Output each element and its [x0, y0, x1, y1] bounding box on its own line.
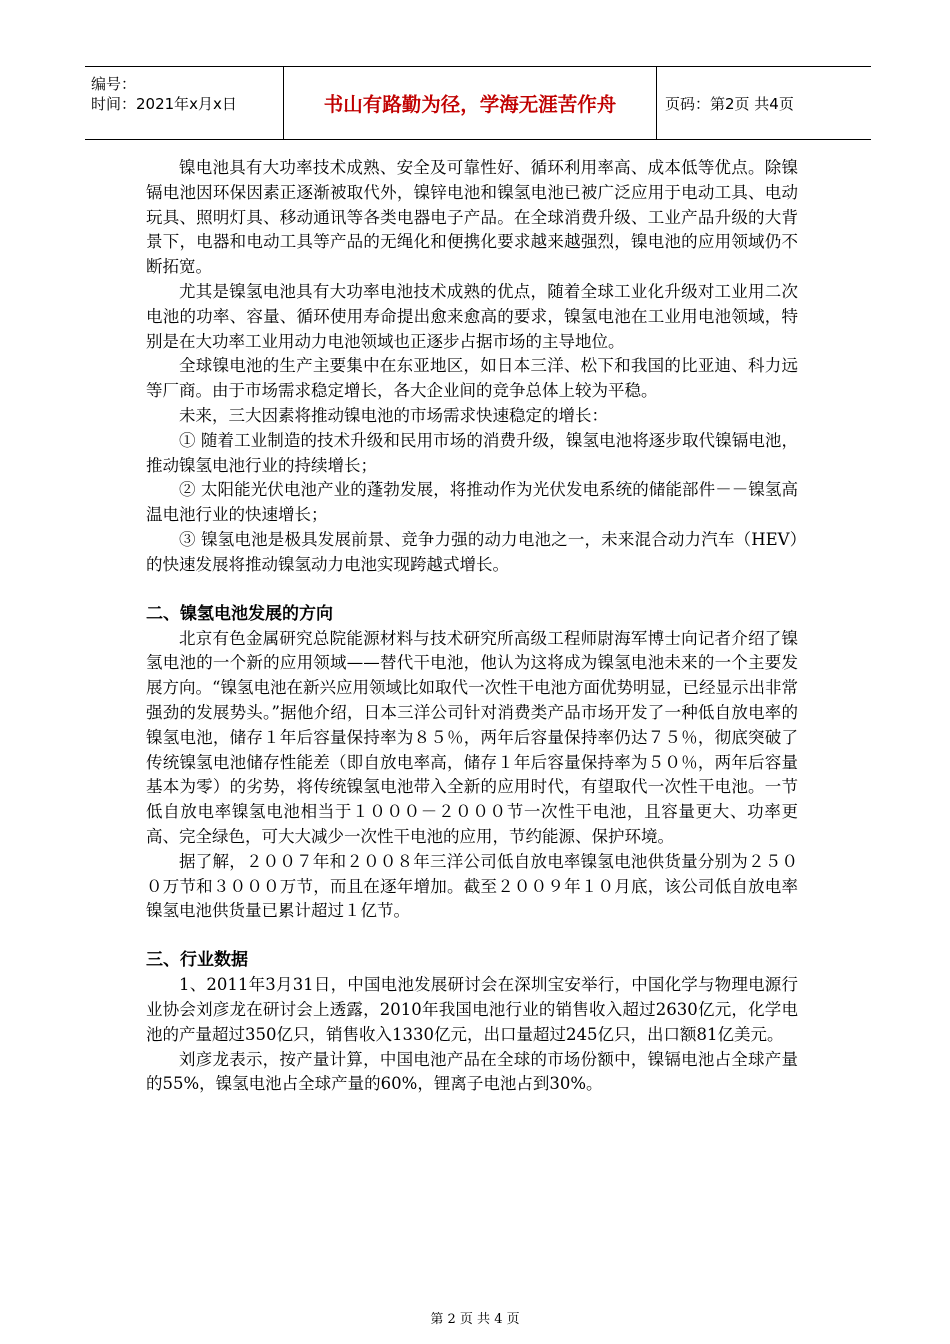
- paragraph: 1、2011年3月31日，中国电池发展研讨会在深圳宝安举行，中国化学与物理电源行业协会刘彦龙在研讨会上透露，2010年我国电池行业的销售收入超过2630亿元，化学电池的产量超过350亿只，销售收入1330亿元，出口量超过245亿只，出口额81亿美元。: [146, 975, 798, 1044]
- list-item: ② 太阳能光伏电池产业的蓬勃发展，将推动作为光伏发电系统的储能部件－－镍氢高温电池行业的快速增长；: [146, 480, 798, 525]
- paragraph: 北京有色金属研究总院能源材料与技术研究所高级工程师尉海军博士向记者介绍了镍氢电池的一个新的应用领域——替代干电池，他认为这将成为镍氢电池未来的一个主要发展方向。“镍氢电池在新兴应用领域比如取代一次性干电池方面优势明显，已经显示出非常强劲的发展势头。”据他介绍，日本三洋公司针对消费类产品市场开发了一种低自放电率的镍氢电池，储存１年后容量保持率为８５％，两年后容量保持率仍达７５％，彻底突破了传统镍氢电池储存性能差（即自放电率高，储存１年后容量保持率为５０％，两年后容量基本为零）的劣势，将传统镍氢电池带入全新的应用时代，有望取代一次性干电池。一节低自放电率镍氢电池相当于１０００－２０００节一次性干电池，且容量更大、功率更高、完全绿色，可大大减少一次性干电池的应用，节约能源、保护环境。: [146, 628, 798, 846]
- list-item: ① 随着工业制造的技术升级和民用市场的消费升级，镍氢电池将逐步取代镍镉电池，推动镍氢电池行业的持续增长；: [146, 430, 798, 475]
- paragraph: 全球镍电池的生产主要集中在东亚地区，如日本三洋、松下和我国的比亚迪、科力远等厂商。由于市场需求稳定增长，各大企业间的竞争总体上较为平稳。: [146, 356, 798, 401]
- paragraph: 据了解，２００７年和２００８年三洋公司低自放电率镍氢电池供货量分别为２５００万节和３０００万节，而且在逐年增加。截至２００９年１０月底，该公司低自放电率镍氢电池供货量已累计超过１亿节。: [146, 851, 798, 921]
- list-item: ③ 镍氢电池是极具发展前景、竞争力强的动力电池之一，未来混合动力汽车（HEV）的快速发展将推动镍氢动力电池实现跨越式增长。: [146, 529, 798, 574]
- document-date-label: 时间：2021年x月x日: [91, 95, 237, 113]
- paragraph: 刘彦龙表示，按产量计算，中国电池产品在全球的市场份额中，镍镉电池占全球产量的55%，镍氢电池占全球产量的60%，锂离子电池占到30%。: [146, 1049, 798, 1094]
- header-meta-cell: [85, 67, 284, 139]
- spacer: [146, 924, 798, 948]
- header-motto: 书山有路勤为径，学海无涯苦作舟: [323, 93, 617, 116]
- page-footer: 第 2 页 共 4 页: [430, 1312, 520, 1327]
- header-page-cell: [657, 67, 879, 139]
- paragraph: 镍电池具有大功率技术成熟、安全及可靠性好、循环利用率高、成本低等优点。除镍镉电池因环保因素正逐渐被取代外，镍锌电池和镍氢电池已被广泛应用于电动工具、电动玩具、照明灯具、移动通讯等各类电器电子产品。在全球消费升级、工业产品升级的大背景下，电器和电动工具等产品的无绳化和便携化要求越来越强烈，镍电池的应用领域仍不断拓宽。: [146, 158, 798, 277]
- section-heading: 三、行业数据: [146, 950, 248, 971]
- header-motto-cell: [284, 67, 657, 139]
- paragraph: 未来，三大因素将推动镍电池的市场需求快速稳定的增长：: [179, 405, 608, 425]
- spacer: [146, 578, 798, 602]
- document-body: [146, 156, 798, 1097]
- page-header: [85, 66, 871, 140]
- document-number-label: 编号：: [91, 75, 137, 93]
- paragraph: 尤其是镍氢电池具有大功率电池技术成熟的优点，随着全球工业化升级对工业用二次电池的功率、容量、循环使用寿命提出愈来愈高的要求，镍氢电池在工业用电池领域，特别是在大功率工业用动力电池领域也正逐步占据市场的主导地位。: [146, 281, 798, 351]
- header-page-info: 页码：第2页 共4页: [665, 94, 794, 113]
- section-heading: 二、镍氢电池发展的方向: [146, 603, 333, 624]
